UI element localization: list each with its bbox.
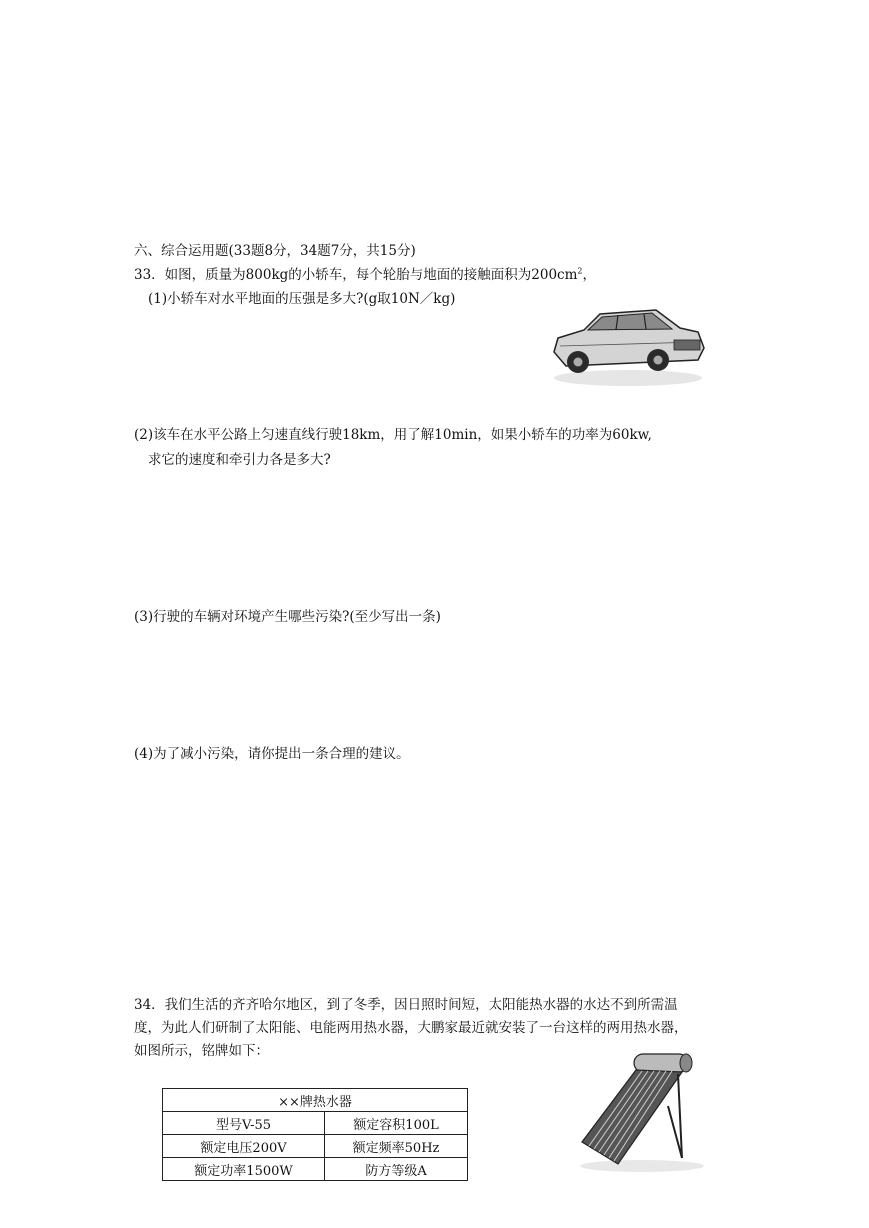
q34-line-3: 如图所示，铭牌如下： — [134, 1043, 269, 1059]
table-row — [163, 1158, 468, 1181]
q33-stem-superscript: 2 — [577, 266, 583, 276]
q34-line-1: 34．我们生活的齐齐哈尔地区，到了冬季，因日照时间短，太阳能热水器的水达不到所需温 — [134, 997, 678, 1013]
nameplate-protection: 防方等级A — [325, 1158, 468, 1181]
q33-part-4: (4)为了减小污染，请你提出一条合理的建议。 — [134, 746, 410, 762]
q33-part-3: (3)行驶的车辆对环境产生哪些污染?(至少写出一条) — [134, 609, 441, 625]
section-heading: 六、综合运用题(33题8分，34题7分，共15分) — [134, 243, 416, 259]
q33-stem-text: 33．如图，质量为800kg的小轿车，每个轮胎与地面的接触面积为200cm — [134, 267, 578, 283]
nameplate-power: 额定功率1500W — [163, 1158, 325, 1181]
nameplate-title: ××牌热水器 — [163, 1089, 468, 1112]
nameplate-title-row — [163, 1089, 468, 1112]
q34-line-2: 度，为此人们研制了太阳能、电能两用热水器，大鹏家最近就安装了一台这样的两用热水器， — [134, 1020, 688, 1036]
nameplate-model: 型号V-55 — [163, 1112, 325, 1135]
nameplate-table — [162, 1088, 468, 1181]
q33-stem-end: ， — [582, 267, 596, 283]
q33-part-2-line-2: 求它的速度和牵引力各是多大? — [148, 452, 331, 468]
nameplate-frequency: 额定频率50Hz — [325, 1135, 468, 1158]
nameplate-capacity: 额定容积100L — [325, 1112, 468, 1135]
q33-part-2-line-1: (2)该车在水平公路上匀速直线行驶18km，用了解10min，如果小轿车的功率为60kw, — [134, 427, 652, 443]
nameplate-voltage: 额定电压200V — [163, 1135, 325, 1158]
table-row — [163, 1112, 468, 1135]
q33-part-1: (1)小轿车对水平地面的压强是多大?(g取10N／kg) — [148, 291, 456, 307]
table-row — [163, 1135, 468, 1158]
car-illustration — [548, 300, 706, 390]
solar-water-heater-illustration — [574, 1046, 708, 1174]
q33-stem — [134, 267, 596, 285]
